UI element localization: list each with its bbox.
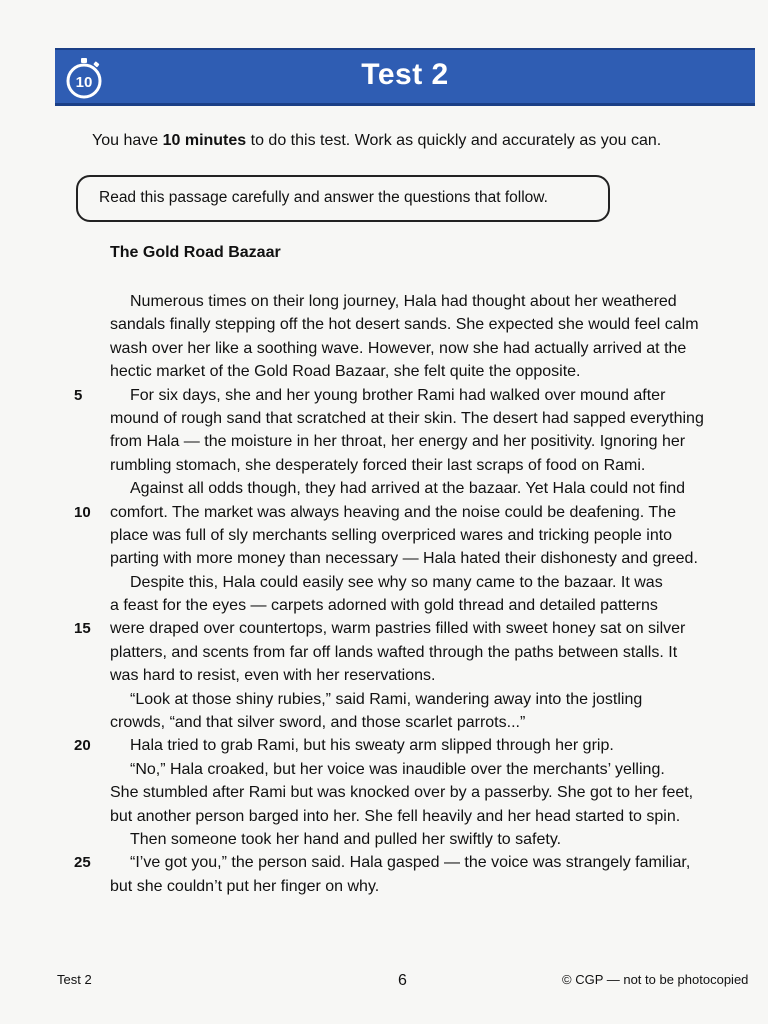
line-text: mound of rough sand that scratched at their skin. The desert had sapped everything [110,409,704,427]
passage-line [110,571,750,594]
passage-line [110,828,750,851]
line-text: from Hala — the moisture in her throat, her energy and her positivity. Ignoring her [110,433,686,451]
passage-line [110,313,750,336]
passage-line [110,407,750,430]
timer-number: 10 [75,74,93,91]
passage-line [110,454,750,477]
line-text: sandals finally stepping off the hot desert sands. She expected she would feel calm [110,316,699,334]
passage-line [110,430,750,453]
line-text: rumbling stomach, she desperately forced their last scraps of food on Rami. [110,456,646,474]
line-number: 15 [74,620,91,638]
line-text: crowds, “and that silver sword, and those scarlet parrots...” [110,714,526,732]
passage-line [110,664,750,687]
line-number: 10 [74,503,91,521]
line-text: wash over her like a soothing wave. However, now she had actually arrived at the [110,339,687,357]
line-number: 5 [74,386,83,404]
line-number: 20 [74,737,91,755]
passage-line [110,688,750,711]
line-text: but she couldn’t put her finger on why. [110,877,380,895]
passage-line [74,384,750,407]
header-bar [55,48,755,106]
passage-line [110,875,750,898]
line-text: hectic market of the Gold Road Bazaar, she felt quite the opposite. [110,363,581,381]
passage-line [110,290,750,313]
passage-line [74,617,750,640]
line-text: She stumbled after Rami but was knocked over by a passerby. She got to her feet, [110,784,694,802]
passage-line [74,501,750,524]
passage-body [74,290,750,898]
line-text: Despite this, Hala could easily see why so many came to the bazaar. It was [130,573,663,591]
line-text: Hala tried to grab Rami, but his sweaty arm slipped through her grip. [130,737,614,755]
passage-line [110,477,750,500]
line-text: comfort. The market was always heaving and the noise could be deafening. The [110,503,676,521]
line-text: Then someone took her hand and pulled her swiftly to safety. [130,830,562,848]
passage-title: The Gold Road Bazaar [110,244,281,261]
passage-line [110,524,750,547]
instruction-text [92,132,732,150]
line-number: 25 [74,854,91,872]
passage-line [110,337,750,360]
line-text: For six days, she and her young brother Rami had walked over mound after [130,386,666,404]
instruction-time: 10 minutes [162,132,247,149]
line-text: but another person barged into her. She fell heavily and her head started to spin. [110,807,681,825]
line-text: was hard to resist, even with her reservations. [110,667,436,685]
footer-test-label: Test 2 [57,972,92,987]
line-text: Numerous times on their long journey, Hala had thought about her weathered [130,293,677,310]
passage-line [74,734,750,757]
line-text: “No,” Hala croaked, but her voice was inaudible over the merchants’ yelling. [130,760,665,778]
footer-copyright: © CGP — not to be photocopied [562,972,749,987]
line-text: Against all odds though, they had arrived at the bazaar. Yet Hala could not find [130,480,686,498]
line-text: parting with more money than necessary — Hala hated their dishonesty and greed. [110,550,698,568]
instruction-after: to do this test. Work as quickly and accurately as you can. [246,132,662,149]
instruction-before: You have [92,132,163,149]
passage-line [110,805,750,828]
line-text: place was full of sly merchants selling overpriced wares and tricking people into [110,526,673,544]
passage-line [110,594,750,617]
passage-line [110,641,750,664]
passage-line [110,758,750,781]
line-text: “Look at those shiny rubies,” said Rami, wandering away into the jostling [130,690,643,708]
passage-line [74,851,750,874]
line-text: were draped over countertops, warm pastries filled with sweet honey sat on silver [110,620,686,638]
page-title: Test 2 [361,58,449,91]
read-instruction-box: Read this passage carefully and answer the questions that follow. [76,175,610,222]
line-text: a feast for the eyes — carpets adorned with gold thread and detailed patterns [110,597,658,615]
line-text: “I’ve got you,” the person said. Hala gasped — the voice was strangely familiar, [130,854,691,872]
passage-line [110,547,750,570]
line-text: platters, and scents from far off lands wafted through the paths between stalls. It [110,643,678,661]
passage-line [110,711,750,734]
page-number: 6 [398,972,407,989]
passage-line [110,781,750,804]
passage-line [110,360,750,383]
